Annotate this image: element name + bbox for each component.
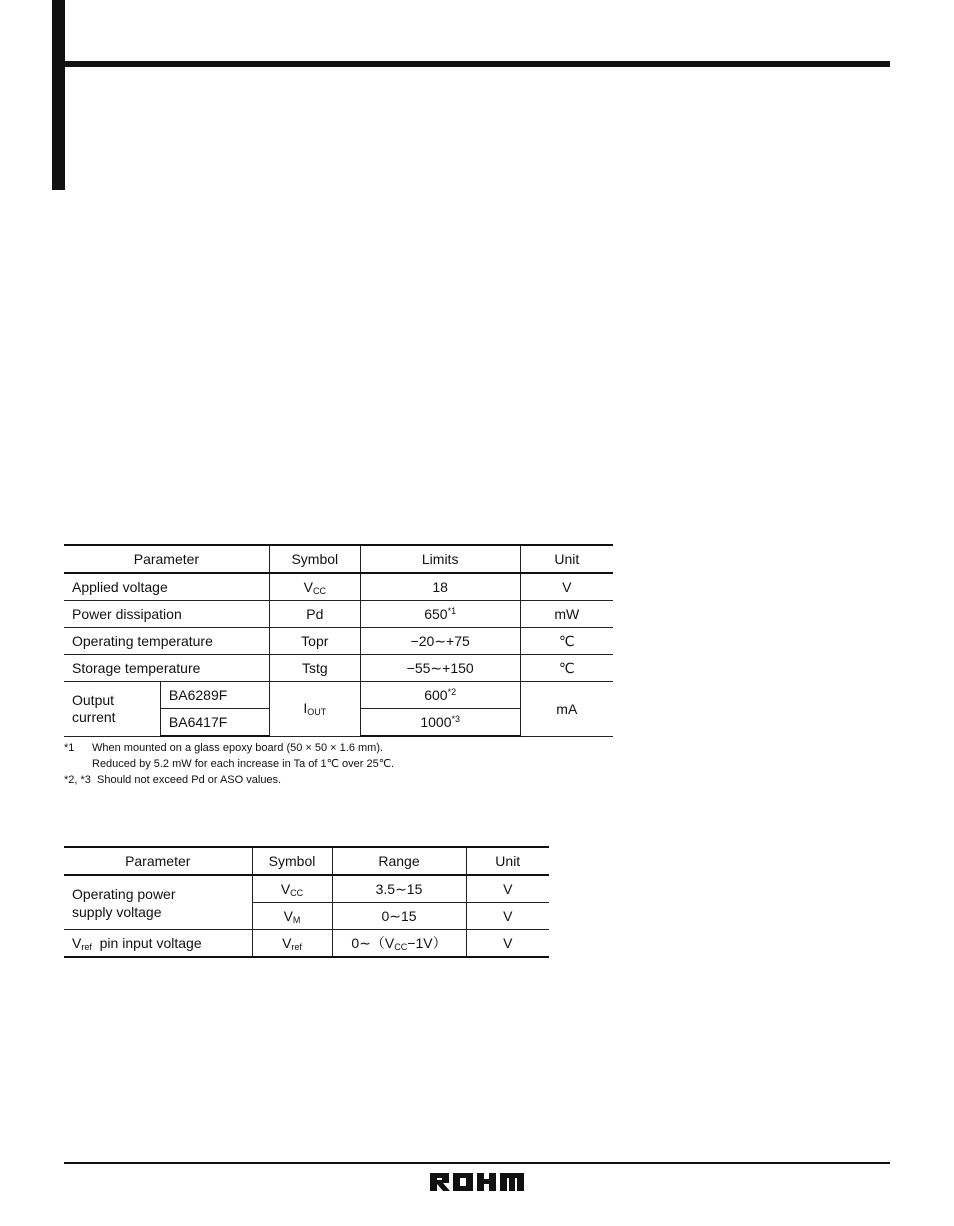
table-header-row xyxy=(64,847,549,875)
model-name: BA6417F xyxy=(160,709,269,737)
row-unit: mW xyxy=(520,601,613,628)
row-unit: V xyxy=(520,573,613,601)
header-range: Range xyxy=(332,847,466,875)
table-row xyxy=(64,930,549,958)
row-limit: 1000$^{*3}$ xyxy=(360,709,520,737)
vref-parameter: $V_{ref}$ pin input voltage xyxy=(64,930,252,958)
row-parameter: Storage temperature xyxy=(64,655,269,682)
header-parameter: Parameter xyxy=(64,545,269,573)
row-symbol: Pd xyxy=(269,601,360,628)
table-row xyxy=(64,682,613,709)
model-name: BA6289F xyxy=(160,682,269,709)
row-parameter: Applied voltage xyxy=(64,573,269,601)
footnote-ref: *2 xyxy=(447,687,457,697)
header-unit: Unit xyxy=(466,847,549,875)
row-symbol: $V_M$ xyxy=(252,903,332,930)
row-unit: ℃ xyxy=(520,655,613,682)
row-unit: mA xyxy=(520,682,613,737)
footnotes xyxy=(64,740,394,788)
row-symbol: Tstg xyxy=(269,655,360,682)
row-symbol: $V_{CC}$ xyxy=(269,573,360,601)
footnote-ref: *3 xyxy=(451,714,461,724)
row-parameter: Power dissipation xyxy=(64,601,269,628)
footnote-2: *2, *3 Should not exceed Pd or ASO values. xyxy=(64,774,282,786)
left-margin-bar xyxy=(52,0,65,190)
table-row xyxy=(64,601,613,628)
table-row xyxy=(64,655,613,682)
row-limit: 650$^{*1}$ xyxy=(360,601,520,628)
header-limits: Limits xyxy=(360,545,520,573)
absolute-max-ratings-table xyxy=(64,544,613,737)
row-limit: 18 xyxy=(360,573,520,601)
header-symbol: Symbol xyxy=(252,847,332,875)
row-limit: 600$^{*2}$ xyxy=(360,682,520,709)
row-range: 0∼15 xyxy=(332,903,466,930)
row-parameter: Operating temperature xyxy=(64,628,269,655)
header-rule xyxy=(52,61,890,67)
row-symbol: $V_{CC}$ xyxy=(252,875,332,903)
footnote-ref: *1 xyxy=(447,606,457,616)
output-current-label: Output current xyxy=(64,682,160,737)
row-range: $0\sim(V_{CC}-1V)$ xyxy=(332,930,466,958)
table-header-row xyxy=(64,545,613,573)
footnote-1: *1 When mounted on a glass epoxy board (50 × 50 × 1.6 mm). xyxy=(64,742,384,754)
table-row xyxy=(64,875,549,903)
header-parameter: Parameter xyxy=(64,847,252,875)
header-symbol: Symbol xyxy=(269,545,360,573)
header-unit: Unit xyxy=(520,545,613,573)
supply-voltage-label: Operating power supply voltage xyxy=(64,875,252,930)
row-limit: −55∼+150 xyxy=(360,655,520,682)
footer-rule xyxy=(64,1162,890,1164)
row-symbol: $V_{ref}$ xyxy=(252,930,332,958)
row-unit: V xyxy=(466,930,549,958)
table-row xyxy=(64,573,613,601)
row-range: 3.5∼15 xyxy=(332,875,466,903)
operating-conditions-table xyxy=(64,846,549,958)
row-limit: −20∼+75 xyxy=(360,628,520,655)
rohm-logo xyxy=(430,1170,524,1194)
row-unit: V xyxy=(466,903,549,930)
table-row xyxy=(64,628,613,655)
row-unit: ℃ xyxy=(520,628,613,655)
row-unit: V xyxy=(466,875,549,903)
footnote-1-continued: Reduced by 5.2 mW for each increase in Ta of 1℃ over 25℃. xyxy=(92,758,395,770)
row-symbol: Topr xyxy=(269,628,360,655)
row-symbol: $I_{OUT}$ xyxy=(269,682,360,737)
